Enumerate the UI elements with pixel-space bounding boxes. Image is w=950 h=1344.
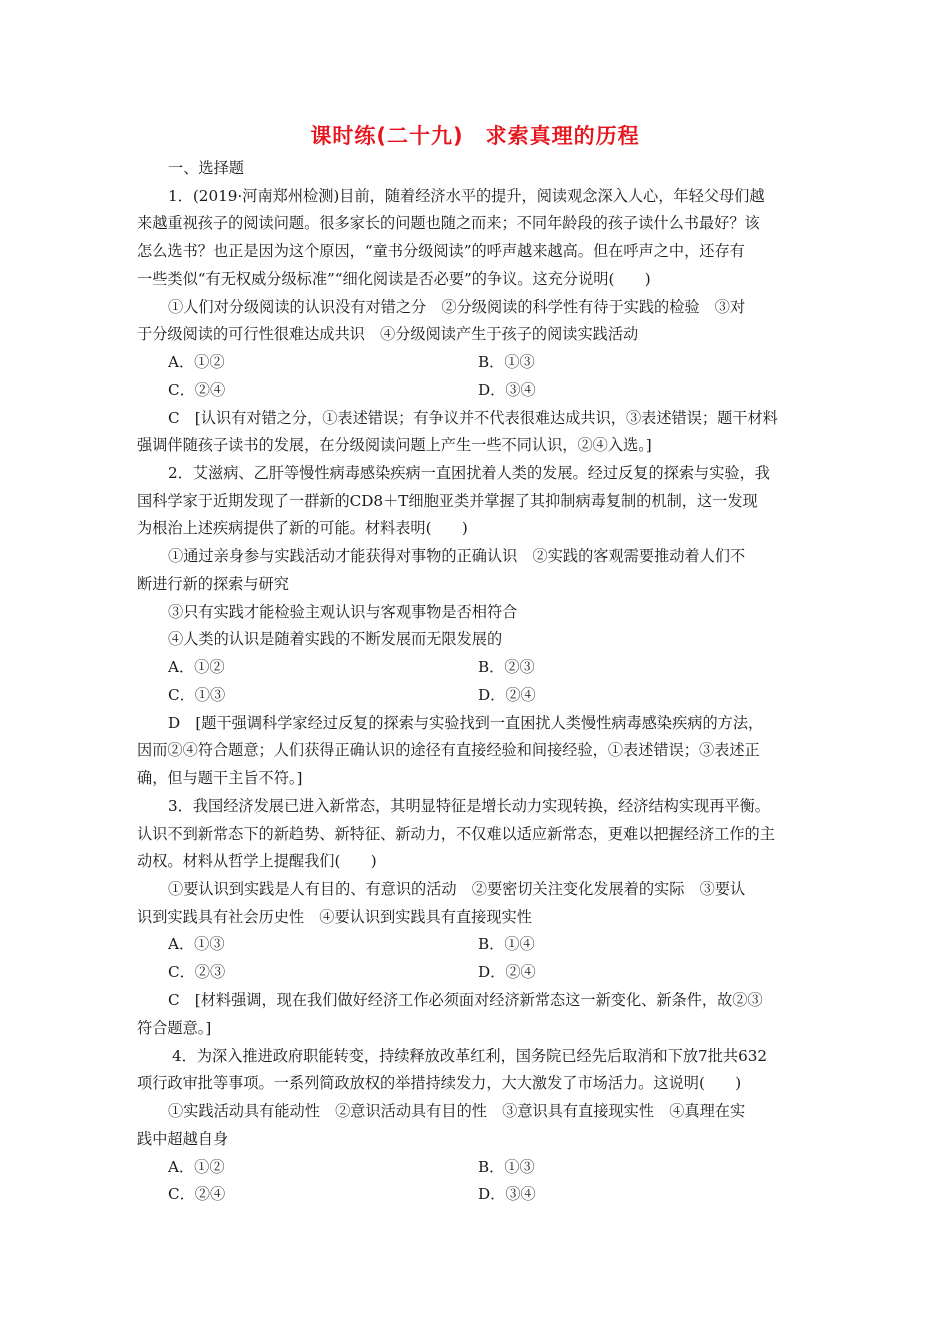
q2-option-d: D．②④ xyxy=(478,686,536,704)
q1-stem-line: 怎么选书？也正是因为这个原因，“童书分级阅读”的呼声越来越高。但在呼声之中，还存有 xyxy=(137,242,745,260)
q4-option-a: A．①② xyxy=(168,1158,225,1176)
q2-answer-line: 确，但与题干主旨不符。] xyxy=(137,769,303,787)
q1-stem-line: 1．(2019·河南郑州检测)目前，随着经济水平的提升，阅读观念深入人心，年轻父母们越 xyxy=(168,187,765,205)
q3-stem-line: 认识不到新常态下的新趋势、新特征、新动力，不仅难以适应新常态，更难以把握经济工作的主 xyxy=(137,825,775,843)
q3-stem-line: 3．我国经济发展已进入新常态，其明显特征是增长动力实现转换，经济结构实现再平衡。 xyxy=(168,797,770,815)
q4-stem-line: 项行政审批等事项。一系列简政放权的举措持续发力，大大激发了市场活力。这说明( ) xyxy=(137,1074,742,1092)
page-title: 课时练(二十九) 求索真理的历程 xyxy=(310,124,640,148)
q4-statements-line: ①实践活动具有能动性 ②意识活动具有目的性 ③意识具有直接现实性 ④真理在实 xyxy=(168,1102,746,1120)
q1-statements-line: ①人们对分级阅读的认识没有对错之分 ②分级阅读的科学性有待于实践的检验 ③对 xyxy=(168,298,746,316)
q1-option-a: A．①② xyxy=(168,353,225,371)
q2-option-b: B．②③ xyxy=(478,658,535,676)
q2-statements-line: 断进行新的探索与研究 xyxy=(137,575,289,593)
q3-option-a: A．①③ xyxy=(168,935,225,953)
q4-option-b: B．①③ xyxy=(478,1158,535,1176)
section-heading: 一、选择题 xyxy=(168,159,244,177)
q2-statements-line: ③只有实践才能检验主观认识与客观事物是否相符合 xyxy=(168,603,518,621)
q1-option-c: C．②④ xyxy=(168,381,226,399)
q4-option-c: C．②④ xyxy=(168,1185,226,1203)
q2-stem-line: 为根治上述疾病提供了新的可能。材料表明( ) xyxy=(137,519,468,537)
q3-option-c: C．②③ xyxy=(168,963,226,981)
q1-answer-line: 强调伴随孩子读书的发展，在分级阅读问题上产生一些不同认识，②④入选。] xyxy=(137,436,652,454)
q4-option-d: D．③④ xyxy=(478,1185,536,1203)
q2-option-a: A．①② xyxy=(168,658,225,676)
q1-option-b: B．①③ xyxy=(478,353,535,371)
q4-stem-line: 4．为深入推进政府职能转变，持续释放改革红利，国务院已经先后取消和下放7批共632 xyxy=(172,1047,768,1065)
q3-answer-line: C [材料强调，现在我们做好经济工作必须面对经济新常态这一新变化、新条件，故②③ xyxy=(168,991,763,1009)
q2-statements-line: ④人类的认识是随着实践的不断发展而无限发展的 xyxy=(168,630,503,648)
q3-statements-line: 识到实践具有社会历史性 ④要认识到实践具有直接现实性 xyxy=(137,908,532,926)
q2-stem-line: 2．艾滋病、乙肝等慢性病毒感染疾病一直困扰着人类的发展。经过反复的探索与实验，我 xyxy=(168,464,770,482)
q1-stem-line: 一些类似“有无权威分级标准”“细化阅读是否必要”的争议。这充分说明( ) xyxy=(137,270,651,288)
q2-answer-line: D [题干强调科学家经过反复的探索与实验找到一直困扰人类慢性病毒感染疾病的方法， xyxy=(168,714,764,732)
q2-option-c: C．①③ xyxy=(168,686,226,704)
q3-statements-line: ①要认识到实践是人有目的、有意识的活动 ②要密切关注变化发展着的实际 ③要认 xyxy=(168,880,746,898)
q3-option-d: D．②④ xyxy=(478,963,536,981)
q1-answer-line: C [认识有对错之分，①表述错误；有争议并不代表很难达成共识，③表述错误；题干材料 xyxy=(168,409,778,427)
q4-statements-line: 践中超越自身 xyxy=(137,1130,229,1148)
q2-answer-line: 因而②④符合题意；人们获得正确认识的途径有直接经验和间接经验，①表述错误；③表述正 xyxy=(137,741,760,759)
q3-stem-line: 动权。材料从哲学上提醒我们( ) xyxy=(137,852,377,870)
q3-option-b: B．①④ xyxy=(478,935,535,953)
q2-stem-line: 国科学家于近期发现了一群新的CD8＋T细胞亚类并掌握了其抑制病毒复制的机制，这一发现 xyxy=(137,492,758,510)
q2-statements-line: ①通过亲身参与实践活动才能获得对事物的正确认识 ②实践的客观需要推动着人们不 xyxy=(168,547,746,565)
q3-answer-line: 符合题意。] xyxy=(137,1019,212,1037)
q1-option-d: D．③④ xyxy=(478,381,536,399)
q1-stem-line: 来越重视孩子的阅读问题。很多家长的问题也随之而来；不同年龄段的孩子读什么书最好？该 xyxy=(137,214,760,232)
q1-statements-line: 于分级阅读的可行性很难达成共识 ④分级阅读产生于孩子的阅读实践活动 xyxy=(137,325,639,343)
